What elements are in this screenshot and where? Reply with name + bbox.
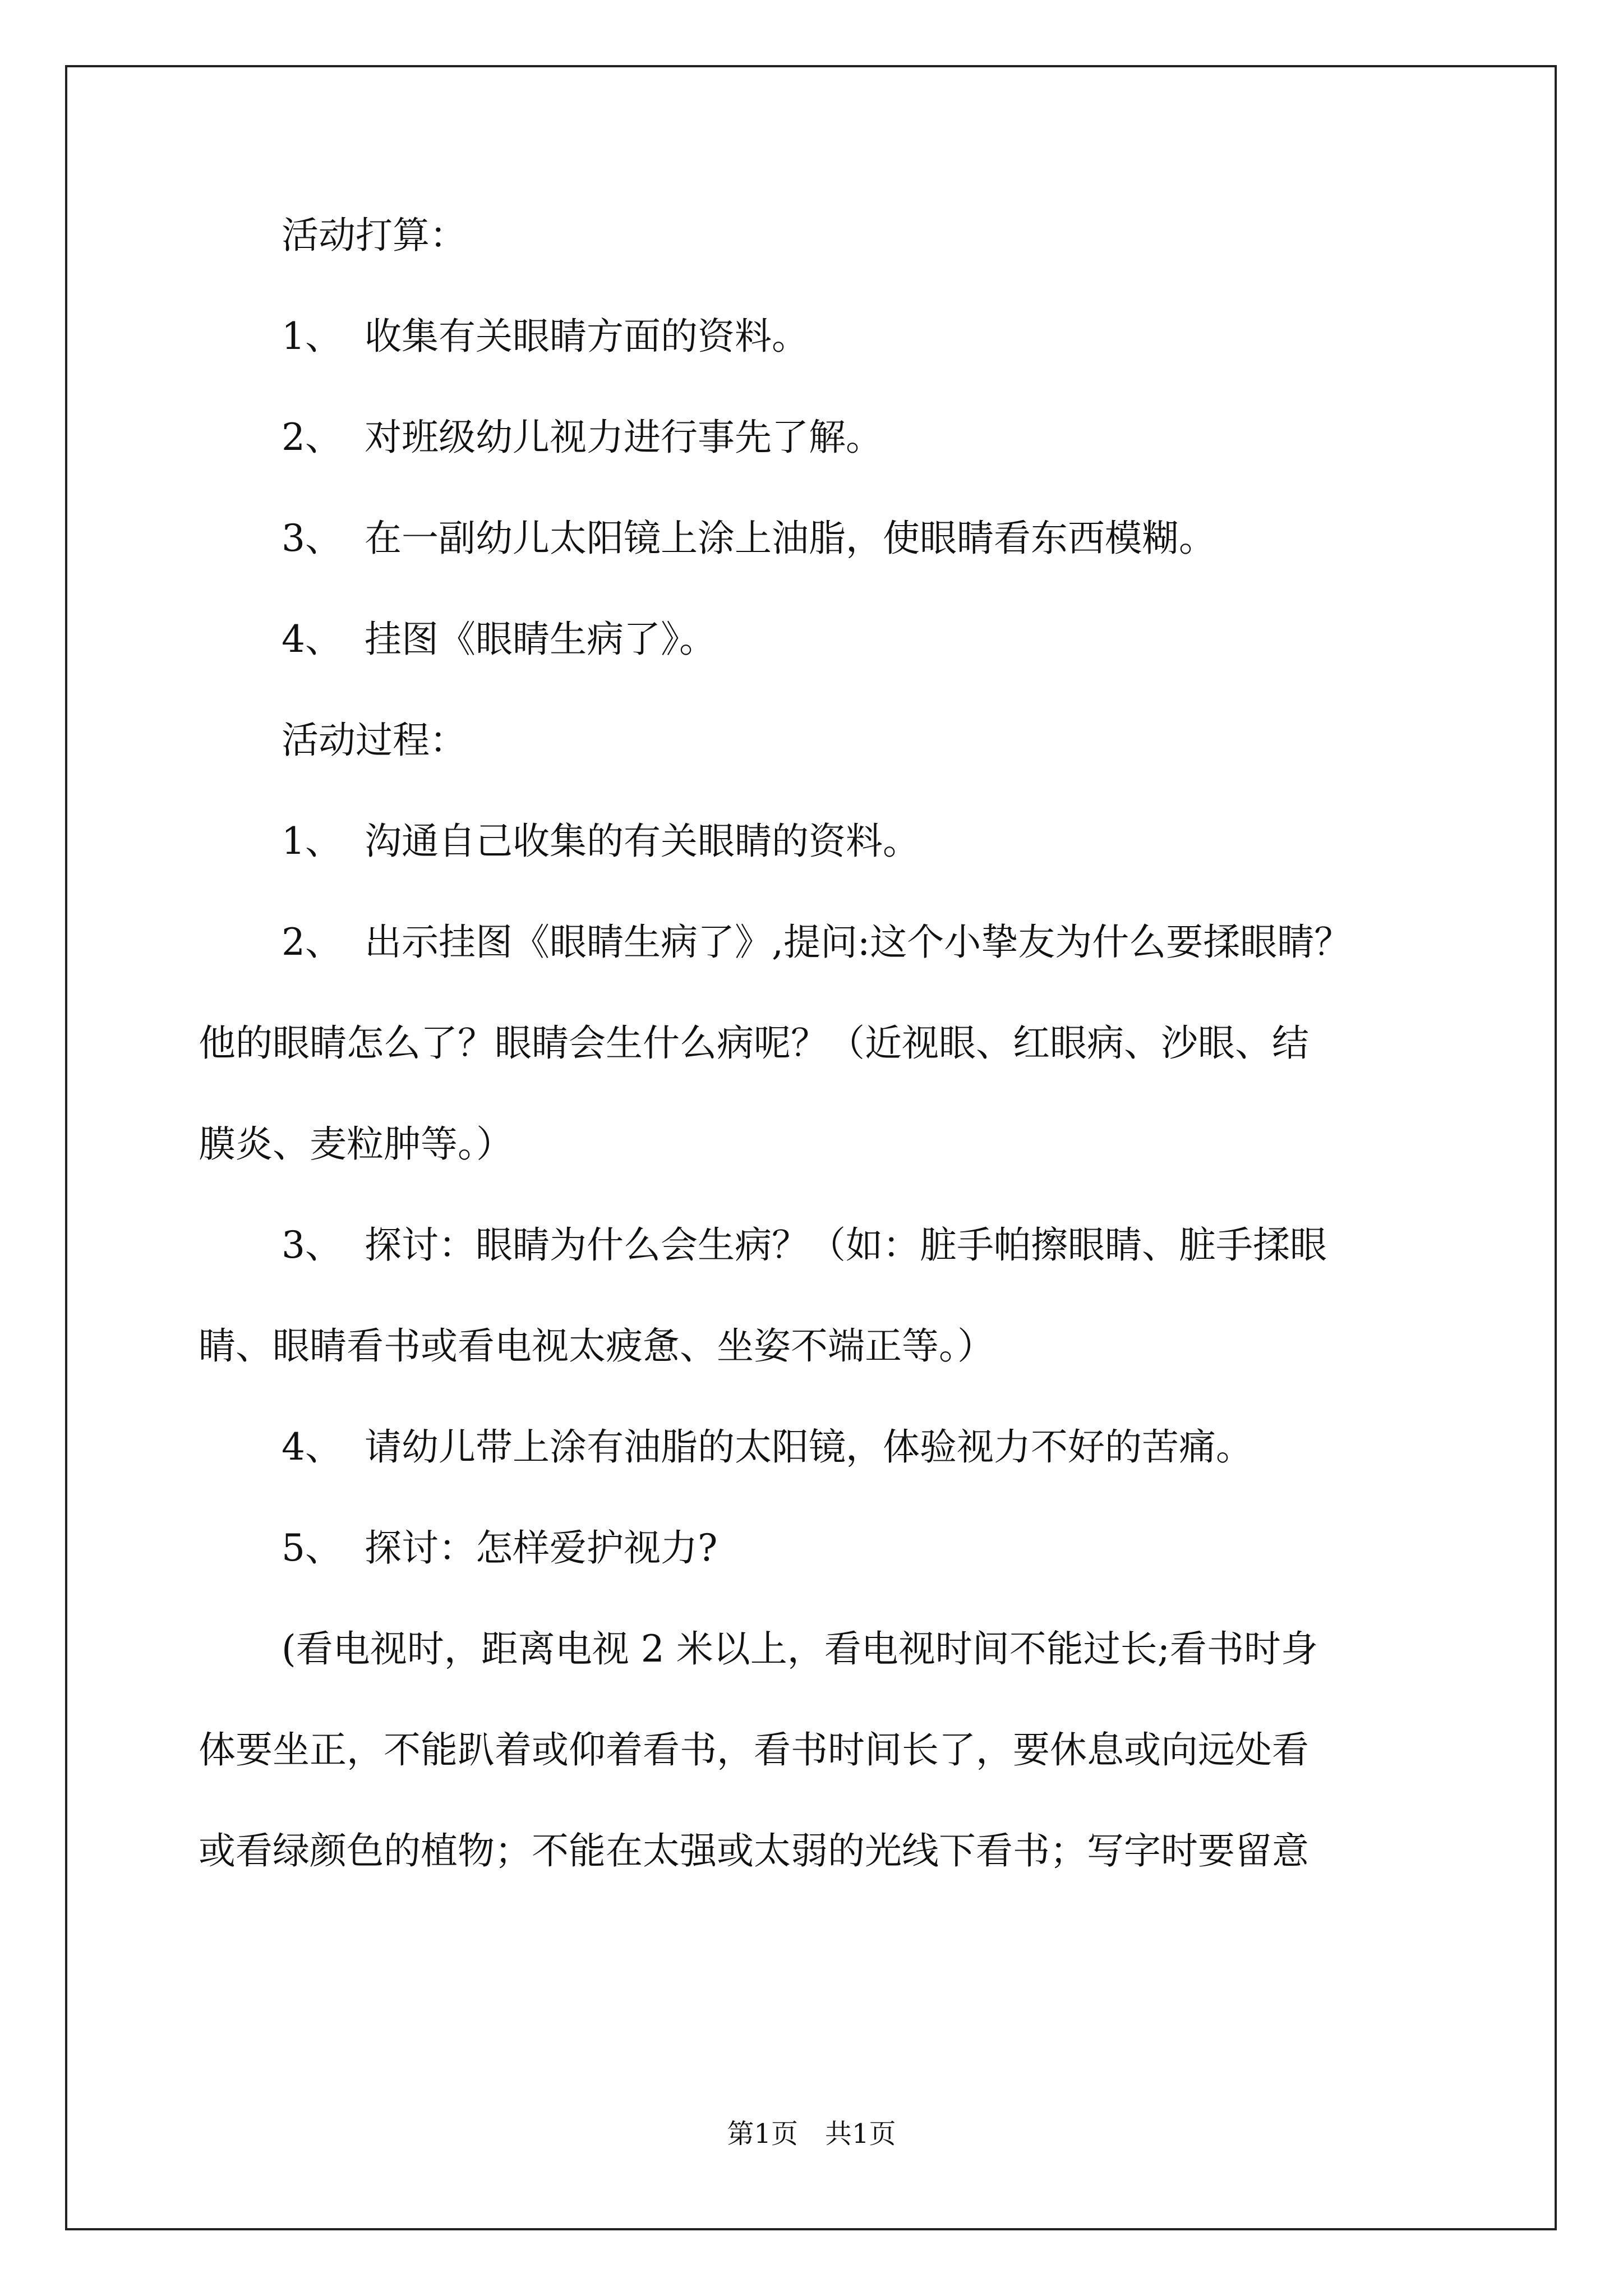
plan-item-4: 4、 挂图《眼睛生病了》。 (282, 618, 716, 661)
plan-item-2: 2、 对班级幼儿视力进行事先了解。 (282, 416, 883, 459)
heading-plan: 活动打算： (282, 214, 467, 257)
process-item-2-cont-1: 他的眼睛怎么了？眼睛会生什么病呢？（近视眼、红眼病、沙眼、结 (199, 1022, 1309, 1065)
plan-item-1: 1、 收集有关眼睛方面的资料。 (282, 315, 809, 358)
process-item-2-cont-2: 膜炎、麦粒肿等。） (199, 1122, 513, 1166)
process-item-5: 5、 探讨：怎样爱护视力? (282, 1526, 718, 1570)
process-item-1: 1、 沟通自己收集的有关眼睛的资料。 (282, 820, 920, 863)
process-item-3: 3、 探讨：眼睛为什么会生病？（如：脏手帕擦眼睛、脏手揉眼 (282, 1223, 1327, 1267)
process-item-5-answer-cont-1: 体要坐正，不能趴着或仰着看书，看书时间长了，要休息或向远处看 (199, 1728, 1309, 1772)
process-item-4: 4、 请幼儿带上涂有油脂的太阳镜，体验视力不好的苦痛。 (282, 1425, 1253, 1469)
plan-item-3: 3、 在一副幼儿太阳镜上涂上油脂，使眼睛看东西模糊。 (282, 517, 1216, 560)
process-item-5-answer-cont-2: 或看绿颜色的植物；不能在太强或太弱的光线下看书；写字时要留意 (199, 1829, 1309, 1872)
process-item-3-cont: 睛、眼睛看书或看电视太疲惫、坐姿不端正等。） (199, 1324, 994, 1368)
page-footer: 第1页 共1页 (727, 2118, 896, 2150)
process-item-5-answer: (看电视时，距离电视 2 米以上，看电视时间不能过长;看书时身 (282, 1627, 1318, 1671)
process-item-2: 2、 出示挂图《眼睛生病了》,提问:这个小挚友为什么要揉眼睛？ (282, 921, 1352, 964)
heading-process: 活动过程： (282, 719, 467, 762)
